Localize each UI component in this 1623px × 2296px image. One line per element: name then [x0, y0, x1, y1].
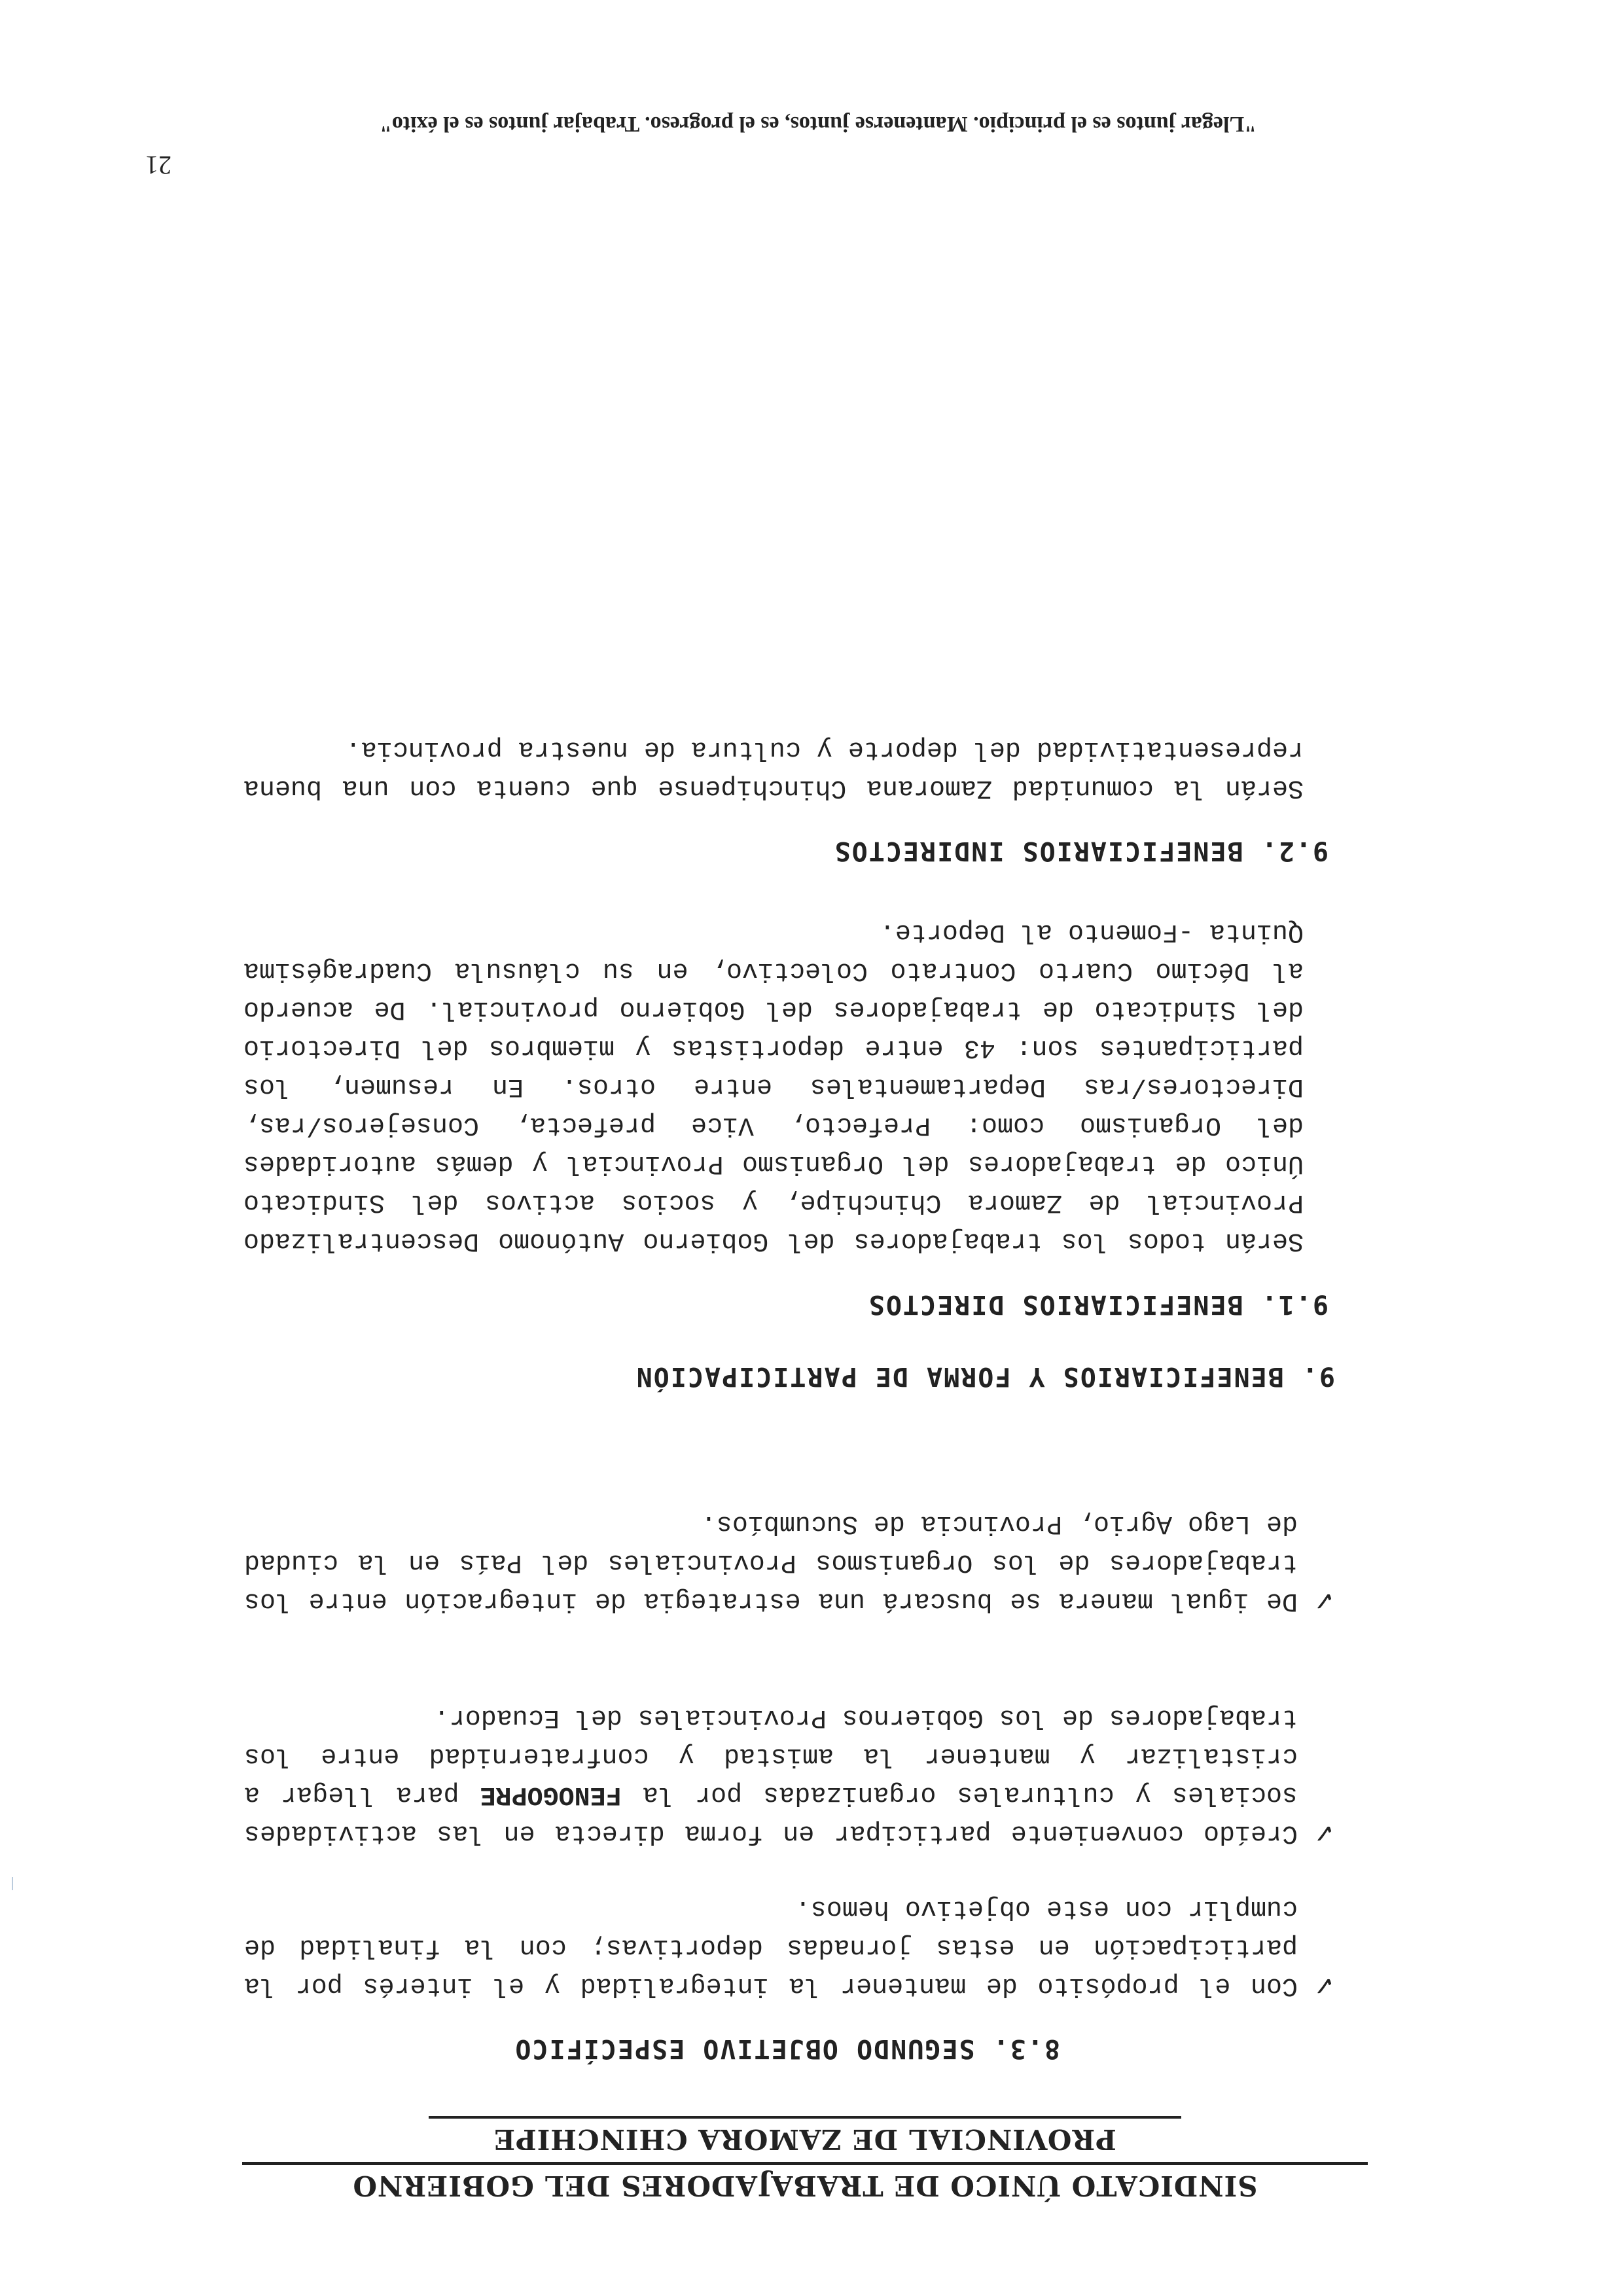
check-icon: ✓ [1313, 1818, 1335, 1848]
bullet-2-text [244, 1698, 1298, 1852]
bullet-2-text-after: para llegar a cristalizar y mantener la amistad y confraternidad entre los trabajadores de los Gobiernos Provinciales del Ecuador. [244, 1702, 1298, 1809]
letterhead-line-1: SINDICATO ÚNICO DE TRABAJADORES DEL GOBIERNO [242, 2162, 1368, 2206]
scan-artifact [12, 1877, 13, 1890]
section-8-3-title: 8.3. SEGUNDO OBJETIVO ESPECÍFICO [514, 2034, 1060, 2064]
bullet-2-text-before: Creído conveniente participar en forma directa en las actividades sociales y culturales organizadas por la [244, 1780, 1298, 1848]
page-number: 21 [145, 151, 171, 180]
section-9-2-title: 9.2. BENEFICIARIOS INDIRECTOS [833, 836, 1329, 866]
letterhead [242, 2116, 1368, 2206]
letterhead-line-2: PROVINCIAL DE ZAMORA CHINCHIPE [429, 2116, 1181, 2159]
section-9-2-text: Serán la comunidad Zamorana Chinchipense que cuenta con una buena representatividad del deporte y cultura de nuestra provincia. [243, 734, 1304, 802]
section-9-title: 9. BENEFICIARIOS Y FORMA DE PARTICIPACIÓN [635, 1361, 1335, 1391]
footer-motto: "Llegar juntos es el principio. Mantenerse juntos, es el progreso. Trabajar juntos es el éxito" [379, 112, 1257, 136]
check-icon: ✓ [1313, 1585, 1335, 1615]
fenogopre-acronym: FENOGOPRE [480, 1780, 622, 1809]
bullet-3-text: De igual manera se buscará una estrategia de integración entre los trabajadores de los Organismos Provinciales del País en la ciudad de Lago Agrio, Provincia de Sucumbíos. [244, 1509, 1298, 1615]
section-9-1-text: Serán todos los trabajadores del Gobierno Autónomo Descentralizado Provincial de Zamora Chinchipe, y socios activos del Sindicato Único de trabajadores del Organismo Provincial y demás autoridades del Organismo como: Prefecto, Vice prefecta, Consejeros/ras, Directores/ras Departamentales entre otros. En resumen, los participantes son: 43 entre deportistas y miembros del Directorio del Sindicato de trabajadores del Gobierno provincial. De acuerdo al Décimo Cuarto Contrato Colectivo, en su cláusula Cuadragésima Quinta -Fomento al Deporte. [243, 917, 1304, 1255]
section-9-1-title: 9.1. BENEFICIARIOS DIRECTOS [867, 1289, 1329, 1319]
check-icon: ✓ [1313, 1970, 1335, 2000]
bullet-1-text: Con el propósito de mantener la integralidad y el interés por la participación en estas jornadas deportivas; con la finalidad de cumplir con este objetivo hemos. [244, 1893, 1298, 2000]
